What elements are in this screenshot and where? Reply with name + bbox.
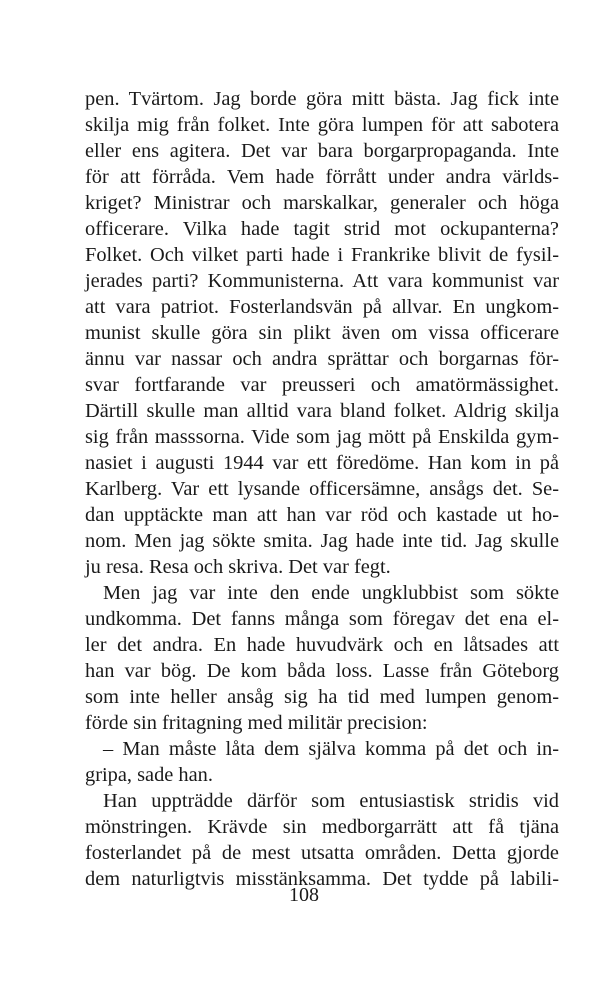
text-line: munist skulle göra sin plikt även om vissa officerare xyxy=(85,322,559,344)
text-line: ännu var nassar och andra sprättar och borgarnas för- xyxy=(85,348,559,370)
text-line: att vara patriot. Fosterlandsvän på allvar. En ungkom- xyxy=(85,296,559,318)
text-line: Folket. Och vilket parti hade i Frankrike blivit de fysil- xyxy=(85,244,559,266)
text-line: kriget? Ministrar och marskalkar, generaler och höga xyxy=(85,192,559,214)
text-line: dem naturligtvis misstänksamma. Det tydde på labili- xyxy=(85,868,559,890)
text-line: mönstringen. Krävde sin medborgarrätt att få tjäna xyxy=(85,816,559,838)
text-line: eller ens agitera. Det var bara borgarpropaganda. Inte xyxy=(85,140,559,162)
text-line: ju resa. Resa och skriva. Det var fegt. xyxy=(85,556,391,578)
text-line: nom. Men jag sökte smita. Jag hade inte tid. Jag skulle xyxy=(85,530,559,552)
text-line: sig från masssorna. Vide som jag mött på Enskilda gym- xyxy=(85,426,559,448)
text-line: fosterlandet på de mest utsatta områden. Detta gjorde xyxy=(85,842,559,864)
text-line: som inte heller ansåg sig ha tid med lumpen genom- xyxy=(85,686,559,708)
text-line: Men jag var inte den ende ungklubbist som sökte xyxy=(103,582,559,604)
text-line: jerades parti? Kommunisterna. Att vara kommunist var xyxy=(85,270,559,292)
text-line: svar fortfarande var preusseri och amatörmässighet. xyxy=(85,374,559,396)
body-text xyxy=(85,86,559,892)
text-line: ler det andra. En hade huvudvärk och en låtsades att xyxy=(85,634,559,656)
text-line: dan upptäckte man att han var röd och kastade ut ho- xyxy=(85,504,559,526)
text-line: gripa, sade han. xyxy=(85,764,213,786)
text-line: skilja mig från folket. Inte göra lumpen för att sabotera xyxy=(85,114,559,136)
page-number: 108 xyxy=(289,884,319,906)
text-line: Därtill skulle man alltid vara bland folket. Aldrig skilja xyxy=(85,400,559,422)
text-line: pen. Tvärtom. Jag borde göra mitt bästa. Jag fick inte xyxy=(85,88,559,110)
text-line: nasiet i augusti 1944 var ett föredöme. Han kom in på xyxy=(85,452,559,474)
text-line: officerare. Vilka hade tagit strid mot ockupanterna? xyxy=(85,218,559,240)
text-line: förde sin fritagning med militär precision: xyxy=(85,712,428,734)
text-line: Han uppträdde därför som entusiastisk stridis vid xyxy=(103,790,559,812)
text-line: Karlberg. Var ett lysande officersämne, ansågs det. Se- xyxy=(85,478,559,500)
text-line: för att förråda. Vem hade förrått under andra världs- xyxy=(85,166,559,188)
text-line: han var bög. De kom båda loss. Lasse från Göteborg xyxy=(85,660,559,682)
text-line: undkomma. Det fanns många som föregav det ena el- xyxy=(85,608,559,630)
text-line: – Man måste låta dem själva komma på det och in- xyxy=(103,738,559,760)
